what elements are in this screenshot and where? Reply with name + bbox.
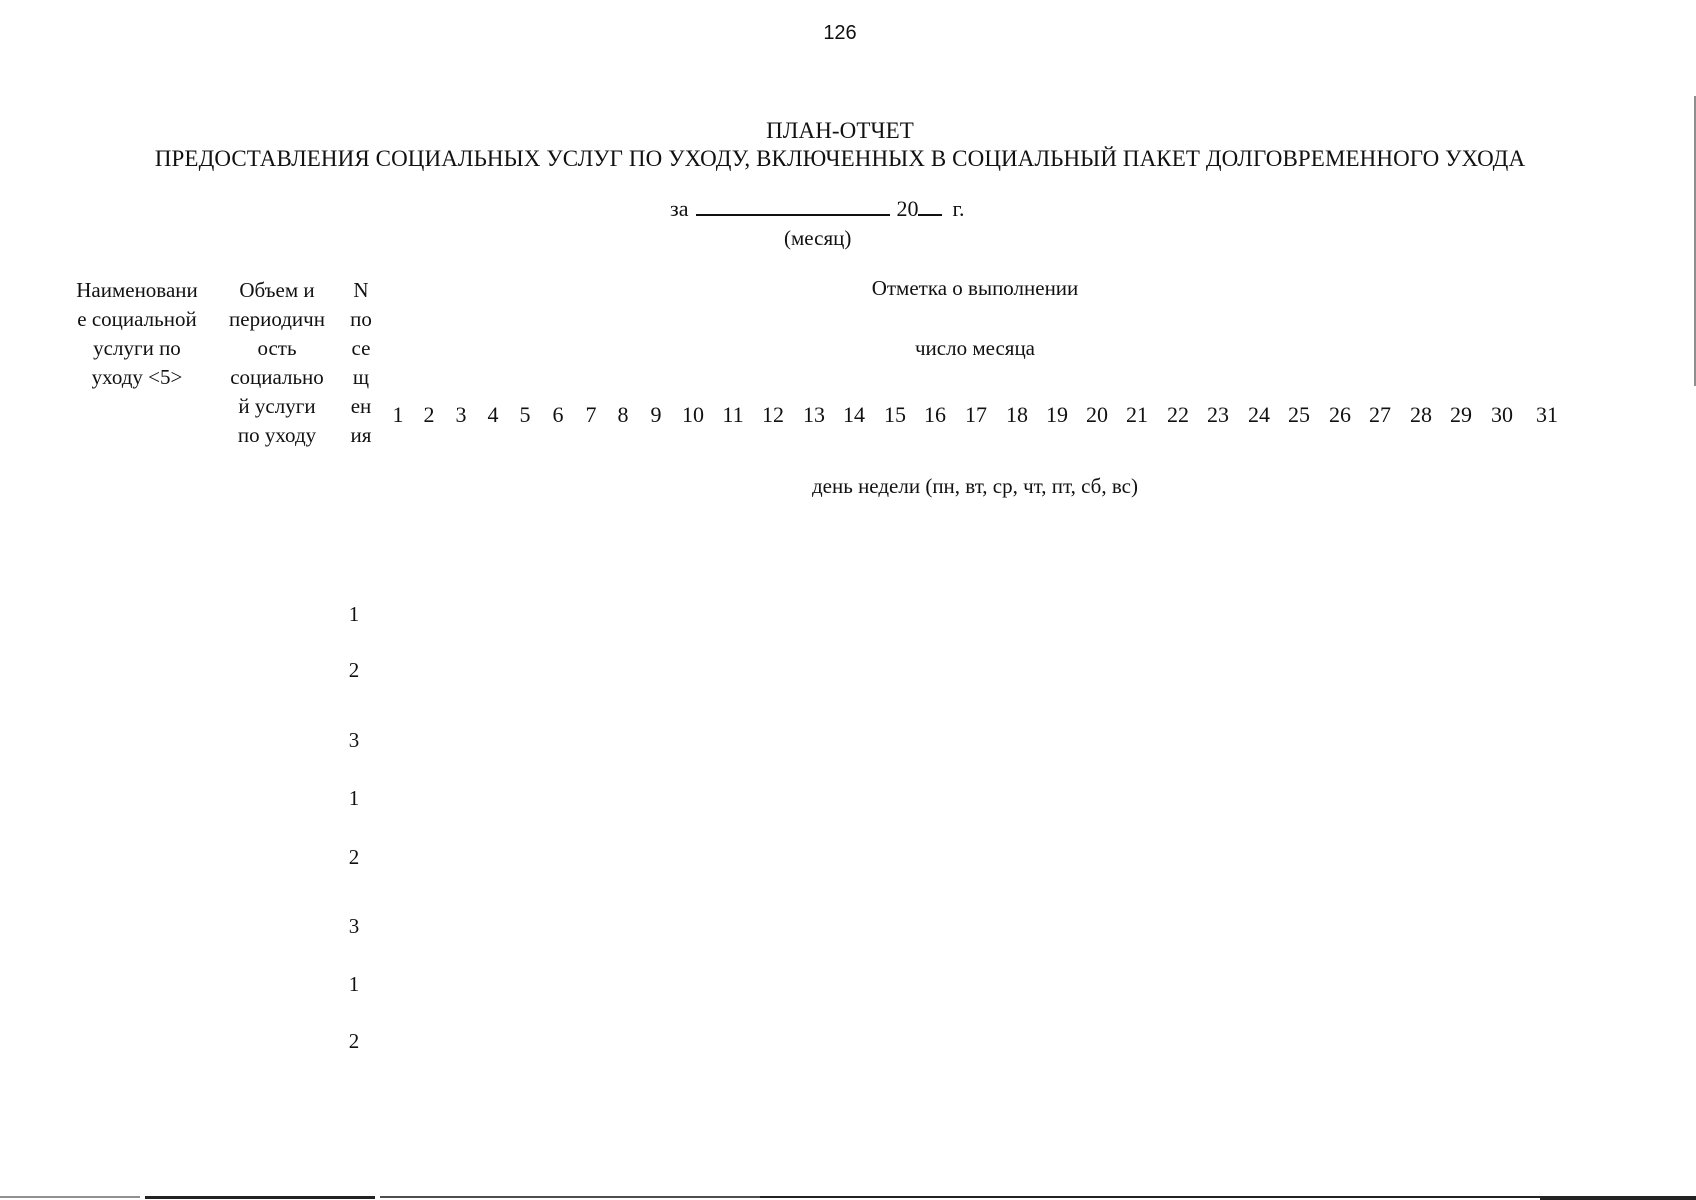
year-suffix: г.	[952, 196, 965, 221]
visit-row-number: 2	[348, 1029, 360, 1053]
period-prefix: за	[670, 196, 689, 221]
day-number: 26	[1329, 402, 1351, 427]
header-visit-line: N	[353, 278, 369, 302]
day-number: 16	[924, 402, 946, 427]
header-visit-line: ен	[350, 394, 372, 418]
day-number: 28	[1410, 402, 1432, 427]
day-number: 24	[1248, 402, 1270, 427]
day-number: 3	[455, 402, 467, 427]
header-visit-line: щ	[352, 365, 370, 389]
day-number: 4	[487, 402, 499, 427]
day-number: 25	[1288, 402, 1310, 427]
day-number: 12	[762, 402, 784, 427]
year-blank	[918, 196, 942, 216]
document-title: ПЛАН-ОТЧЕТ	[766, 118, 914, 143]
header-volume-line: й услуги	[238, 394, 316, 418]
day-number: 17	[965, 402, 987, 427]
day-number: 6	[552, 402, 564, 427]
year-prefix: 20	[896, 196, 919, 221]
scan-edge-bottom	[0, 1196, 1696, 1200]
header-visit-line: по	[350, 307, 372, 331]
day-number: 23	[1207, 402, 1229, 427]
header-volume-line: периодичн	[229, 307, 325, 331]
day-number: 13	[803, 402, 825, 427]
day-number: 19	[1046, 402, 1068, 427]
day-number: 1	[392, 402, 404, 427]
visit-row-number: 3	[348, 728, 360, 752]
day-number: 30	[1491, 402, 1513, 427]
day-number: 31	[1536, 402, 1558, 427]
document-subtitle: ПРЕДОСТАВЛЕНИЯ СОЦИАЛЬНЫХ УСЛУГ ПО УХОДУ, ВКЛЮЧЕННЫХ В СОЦИАЛЬНЫЙ ПАКЕТ ДОЛГОВРЕМЕННОГО УХОДА	[154, 146, 1526, 171]
visit-row-number: 1	[348, 972, 360, 996]
day-number: 2	[423, 402, 435, 427]
header-volume-line: ость	[257, 336, 297, 360]
header-day-of-month: число месяца	[914, 336, 1036, 360]
day-number: 27	[1369, 402, 1391, 427]
month-blank	[696, 196, 890, 216]
day-number: 29	[1450, 402, 1472, 427]
header-completion-mark: Отметка о выполнении	[871, 276, 1079, 300]
header-service-name	[62, 276, 212, 392]
day-number: 20	[1086, 402, 1108, 427]
header-visit-line: ия	[350, 423, 372, 447]
visit-row-number: 3	[348, 914, 360, 938]
day-number: 14	[843, 402, 865, 427]
page-number: 126	[823, 22, 857, 44]
header-service-name-line: услуги по	[93, 336, 181, 360]
day-number: 10	[682, 402, 704, 427]
day-number: 7	[585, 402, 597, 427]
day-number: 22	[1167, 402, 1189, 427]
day-number: 11	[722, 402, 744, 427]
header-service-name-line: Наименовани	[76, 278, 198, 302]
header-visit-line: се	[351, 336, 371, 360]
visit-row-number: 2	[348, 845, 360, 869]
day-number: 18	[1006, 402, 1028, 427]
report-period	[670, 196, 965, 222]
header-volume-line: Объем и	[239, 278, 315, 302]
visit-row-number: 2	[348, 658, 360, 682]
day-number: 15	[884, 402, 906, 427]
header-service-name-line: е социальной	[77, 307, 197, 331]
header-service-name-line: уходу <5>	[91, 365, 183, 389]
header-weekday: день недели (пн, вт, ср, чт, пт, сб, вс)	[812, 474, 1138, 498]
visit-row-number: 1	[348, 602, 360, 626]
day-number: 5	[519, 402, 531, 427]
day-number: 8	[617, 402, 629, 427]
day-number: 9	[650, 402, 662, 427]
month-caption: (месяц)	[784, 226, 852, 250]
header-visit-number	[344, 276, 378, 450]
header-volume-line: по уходу	[237, 423, 317, 447]
day-number: 21	[1126, 402, 1148, 427]
header-volume-periodicity	[216, 276, 338, 450]
visit-row-number: 1	[348, 786, 360, 810]
header-volume-line: социально	[230, 365, 324, 389]
